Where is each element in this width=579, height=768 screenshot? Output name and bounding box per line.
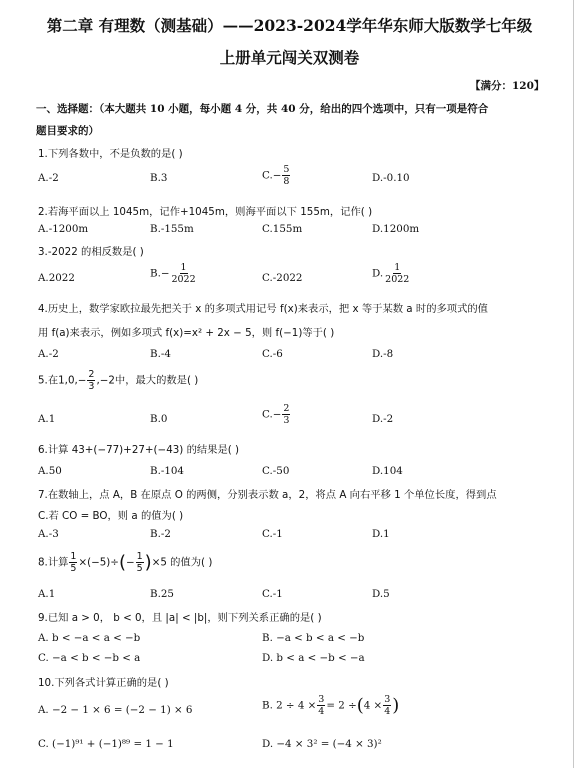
question-4-stem-line-2: 用 f(a)来表示，例如多项式 f(x)=x² + 2x − 5，则 f(−1)等于( ) <box>38 327 335 339</box>
q10-b-fraction-1 <box>317 694 325 717</box>
q9-option-a: A. b < −a < a < −b <box>38 632 141 644</box>
question-3-stem: 3.-2022 的相反数是( ) <box>38 246 144 258</box>
question-6-stem: 6.计算 43+(−77)+27+(−43) 的结果是( ) <box>38 444 240 456</box>
question-4-stem-line-1: 4.历史上，数学家欧拉最先把关于 x 的多项式用记号 f(x)来表示，把 x 等于某数 a 时的多项式的值 <box>38 303 488 315</box>
q8-option-c: C.-1 <box>262 588 283 600</box>
fraction-denominator: 5 <box>70 563 77 574</box>
q8-fraction-1 <box>69 551 77 574</box>
q7-option-c: C.-1 <box>262 528 283 540</box>
q5-option-c-fraction <box>282 403 290 426</box>
question-7-stem-line-1: 7.在数轴上，点 A，B 在原点 O 的两侧，分别表示数 a，2，将点 A 向右平移 1 个单位长度，得到点 <box>38 489 497 501</box>
fraction-denominator: 2022 <box>385 274 410 285</box>
q10-option-b-prefix: B. 2 ÷ 4 × <box>262 699 317 712</box>
question-5-stem <box>38 369 198 392</box>
fraction-denominator: 4 <box>384 706 391 717</box>
q3-option-c: C.-2022 <box>262 272 303 284</box>
q8-left-paren: ( <box>118 552 126 573</box>
q1-option-c-fraction <box>282 164 290 187</box>
question-7-stem-line-2: C.若 CO = BO，则 a 的值为( ) <box>38 510 184 522</box>
q5-stem-suffix: ,−2中，最大的数是( ) <box>96 374 199 387</box>
question-2-stem: 2.若海平面以上 1045m，记作+1045m，则海平面以下 155m，记作( ) <box>38 206 373 218</box>
q4-option-a: A.-2 <box>38 348 59 360</box>
q10-option-a: A. −2 − 1 × 6 = (−2 − 1) × 6 <box>38 704 193 716</box>
q4-option-c: C.-6 <box>262 348 283 360</box>
q2-option-c: C.155m <box>262 223 303 235</box>
q2-option-b: B.-155m <box>150 223 194 235</box>
fraction-numerator: 3 <box>318 694 325 705</box>
fraction-denominator: 8 <box>283 176 290 187</box>
page-edge-divider <box>573 0 574 768</box>
q8-stem-prefix: 8.计算 <box>38 556 69 569</box>
question-9-stem: 9.已知 a > 0， b < 0，且 |a| < |b|，则下列关系正确的是( ) <box>38 612 322 624</box>
q9-option-d: D. b < a < −b < −a <box>262 652 365 664</box>
q3-option-b-fraction <box>170 262 196 285</box>
q5-option-b: B.0 <box>150 413 168 425</box>
q2-option-a: A.-1200m <box>38 223 89 235</box>
q3-option-d <box>372 262 411 285</box>
q3-option-a: A.2022 <box>38 272 75 284</box>
q7-option-d: D.1 <box>372 528 390 540</box>
q7-option-b: B.-2 <box>150 528 171 540</box>
q8-stem-middle: ×(−5)÷ <box>78 556 119 569</box>
q1-option-d: D.-0.10 <box>372 172 410 184</box>
title-line-2: 上册单元闯关双测卷 <box>219 48 360 67</box>
q8-option-d: D.5 <box>372 588 390 600</box>
q1-option-c-prefix: C.− <box>262 169 282 182</box>
q10-option-b-middle: = 2 ÷ <box>326 699 357 712</box>
q10-option-b-inner: 4 × <box>363 699 383 712</box>
full-score-badge: 【满分：120】 <box>470 80 545 92</box>
q9-option-b: B. −a < b < a < −b <box>262 632 365 644</box>
q8-right-paren: ) <box>144 552 152 573</box>
section-heading-line-2: 题目要求的） <box>36 125 99 137</box>
q6-option-d: D.104 <box>372 465 403 477</box>
q3-option-b-prefix: B.− <box>150 267 170 280</box>
q8-stem-suffix: ×5 的值为( ) <box>151 556 213 569</box>
q3-option-b <box>150 262 198 285</box>
q4-option-b: B.-4 <box>150 348 171 360</box>
fraction-numerator: 1 <box>70 551 77 562</box>
q8-minus: − <box>125 556 135 569</box>
q8-option-a: A.1 <box>38 588 56 600</box>
fraction-numerator: 5 <box>283 164 290 175</box>
fraction-denominator: 5 <box>136 563 143 574</box>
section-heading-line-1: 一、选择题：（本大题共 10 小题，每小题 4 分，共 40 分，给出的四个选项中，只有一项是符合 <box>36 103 489 115</box>
fraction-numerator: 2 <box>283 403 290 414</box>
q1-option-b: B.3 <box>150 172 168 184</box>
q2-option-d: D.1200m <box>372 223 420 235</box>
fraction-numerator: 3 <box>384 694 391 705</box>
fraction-numerator: 1 <box>136 551 143 562</box>
q8-fraction-2 <box>136 551 144 574</box>
q3-option-d-prefix: D. <box>372 267 384 280</box>
q10-option-b <box>262 694 399 717</box>
q6-option-a: A.50 <box>38 465 62 477</box>
question-8-stem <box>38 551 212 574</box>
title-line-1: 第二章 有理数（测基础）——2023-2024学年华东师大版数学七年级 <box>46 16 533 35</box>
q5-option-d: D.-2 <box>372 413 394 425</box>
q5-stem-fraction <box>87 369 95 392</box>
question-1-stem: 1.下列各数中，不是负数的是( ) <box>38 148 183 160</box>
fraction-denominator: 4 <box>318 706 325 717</box>
q10-option-d: D. −4 × 3² = (−4 × 3)² <box>262 738 382 750</box>
fraction-numerator: 1 <box>394 262 401 273</box>
q5-option-c-prefix: C.− <box>262 408 282 421</box>
q1-option-a: A.-2 <box>38 172 59 184</box>
q10-option-c: C. (−1)⁹¹ + (−1)⁸⁹ = 1 − 1 <box>38 738 174 750</box>
fraction-numerator: 1 <box>180 262 187 273</box>
q7-option-a: A.-3 <box>38 528 59 540</box>
q10-b-left-paren: ( <box>356 695 364 716</box>
fraction-denominator: 3 <box>283 415 290 426</box>
q10-b-fraction-2 <box>383 694 391 717</box>
q5-stem-prefix: 5.在1,0,− <box>38 374 87 387</box>
q8-option-b: B.25 <box>150 588 174 600</box>
q6-option-b: B.-104 <box>150 465 184 477</box>
question-10-stem: 10.下列各式计算正确的是( ) <box>38 677 169 689</box>
q5-option-a: A.1 <box>38 413 56 425</box>
fraction-numerator: 2 <box>88 369 95 380</box>
q10-b-right-paren: ) <box>392 695 400 716</box>
q4-option-d: D.-8 <box>372 348 394 360</box>
q5-option-c <box>262 403 291 426</box>
fraction-denominator: 2022 <box>171 274 196 285</box>
fraction-denominator: 3 <box>88 381 95 392</box>
q6-option-c: C.-50 <box>262 465 290 477</box>
q1-option-c <box>262 164 291 187</box>
q9-option-c: C. −a < b < −b < a <box>38 652 141 664</box>
q3-option-d-fraction <box>384 262 410 285</box>
